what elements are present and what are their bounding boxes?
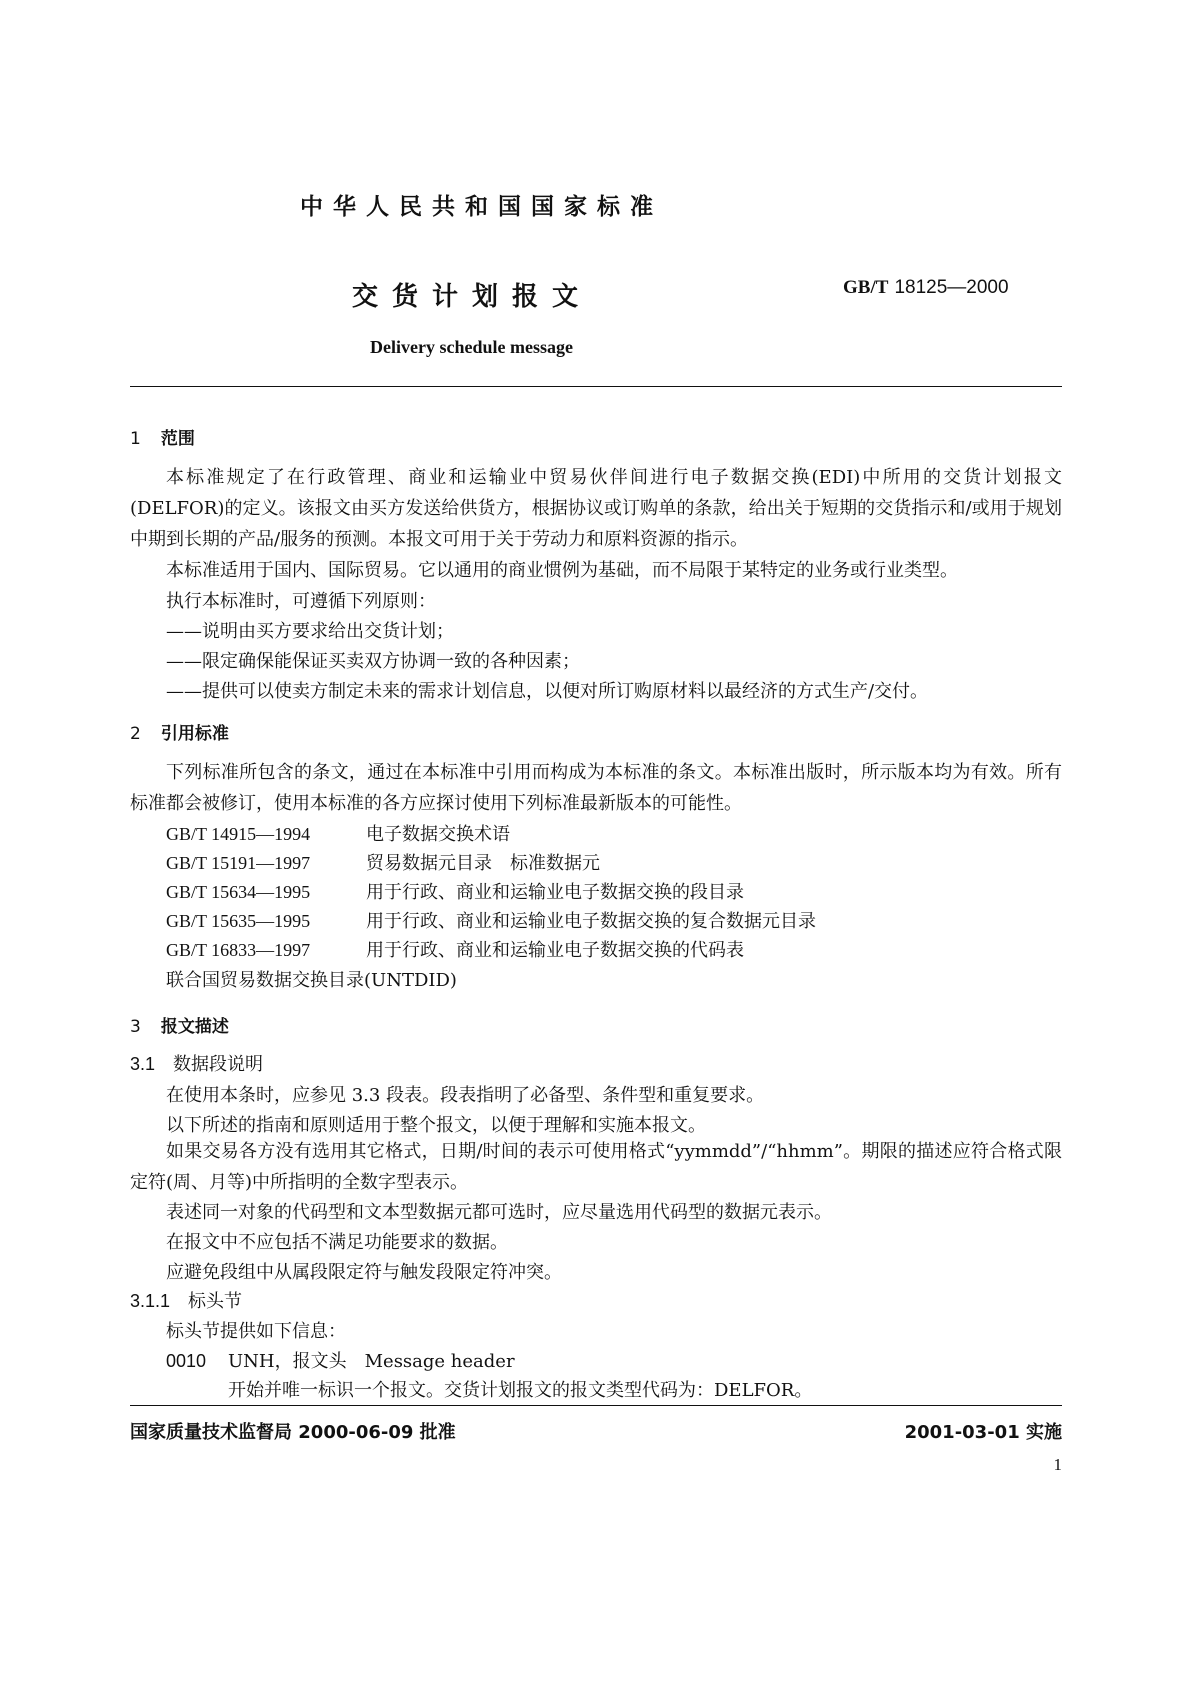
paragraph: 在报文中不应包括不满足功能要求的数据。 — [166, 1232, 508, 1253]
section-1-paragraph-2: 本标准适用于国内、国际贸易。它以通用的商业惯例为基础，而不局限于某特定的业务或行业类型。 — [166, 560, 958, 581]
paragraph: 在使用本条时，应参见 3.3 段表。段表指明了必备型、条件型和重复要求。 — [166, 1085, 765, 1106]
reference-title: 用于行政、商业和运输业电子数据交换的段目录 — [366, 882, 744, 903]
subsection-3-1-1-heading — [130, 1287, 242, 1313]
section-title: 范围 — [160, 429, 195, 449]
reference-row — [166, 849, 600, 875]
effective-date: 2001-03-01 实施 — [904, 1422, 1062, 1443]
standard-prefix: GB/T — [843, 277, 889, 298]
reference-code: GB/T 15191—1997 — [166, 853, 311, 873]
section-title: 引用标准 — [160, 724, 229, 744]
reference-code: GB/T 15635—1995 — [166, 911, 311, 931]
reference-code: GB/T 15634—1995 — [166, 882, 311, 902]
reference-title: 电子数据交换术语 — [366, 824, 510, 845]
section-2-paragraph: 下列标准所包含的条文，通过在本标准中引用而构成为本标准的条文。本标准出版时，所示版本均为有效。所有标准都会被修订，使用本标准的各方应探讨使用下列标准最新版本的可能性。 — [130, 762, 1062, 814]
reference-row — [166, 878, 744, 904]
standard-code: 18125—2000 — [894, 277, 1009, 298]
list-item: ——提供可以使卖方制定未来的需求计划信息，以便对所订购原材料以最经济的方式生产/交付。 — [166, 681, 929, 702]
paragraph: 以下所述的指南和原则适用于整个报文，以便于理解和实施本报文。 — [166, 1115, 706, 1136]
section-3-heading — [130, 1012, 229, 1037]
subsection-3-1-heading — [130, 1050, 263, 1076]
segment-description: 开始并唯一标识一个报文。交货计划报文的报文类型代码为：DELFOR。 — [228, 1380, 813, 1401]
header-divider — [130, 386, 1062, 387]
reference-code: GB/T 16833—1997 — [166, 940, 311, 960]
section-1-paragraph-1: 本标准规定了在行政管理、商业和运输业中贸易伙伴间进行电子数据交换(EDI)中所用的交货计划报文(DELFOR)的定义。该报文由买方发送给供货方，根据协议或订购单的条款，给出关于短期的交货指示和/或用于规划中期到长期的产品/服务的预测。本报文可用于关于劳动力和原料资源的指示。 — [130, 467, 1062, 550]
page-number: 1 — [1053, 1455, 1062, 1474]
reference-row — [166, 936, 744, 962]
approval-date: 国家质量技术监督局 2000-06-09 批准 — [130, 1422, 456, 1443]
section-number: 1 — [130, 429, 141, 449]
section-title: 报文描述 — [160, 1017, 229, 1037]
document-title-cn: 交货计划报文 — [352, 282, 593, 312]
segment-row — [166, 1347, 515, 1373]
reference-code: GB/T 14915—1994 — [166, 824, 311, 844]
section-number: 3 — [130, 1017, 141, 1037]
segment-title: UNH，报文头 Message header — [228, 1351, 515, 1372]
reference-row — [166, 820, 510, 846]
section-2-heading — [130, 719, 229, 744]
subsection-title: 数据段说明 — [173, 1054, 264, 1075]
reference-row — [166, 907, 816, 933]
subsection-number: 3.1.1 — [130, 1291, 171, 1311]
subsection-number: 3.1 — [130, 1054, 156, 1074]
standard-number — [843, 276, 1009, 299]
paragraph: 如果交易各方没有选用其它格式，日期/时间的表示可使用格式“yymmdd”/“hhmm”。期限的描述应符合格式限定符(周、月等)中所指明的全数字型表示。 — [130, 1141, 1062, 1193]
paragraph: 标头节提供如下信息： — [166, 1321, 346, 1342]
section-1-paragraph-3: 执行本标准时，可遵循下列原则： — [166, 591, 436, 612]
footer-divider — [130, 1405, 1062, 1406]
section-number: 2 — [130, 724, 141, 744]
reference-title: 贸易数据元目录 标准数据元 — [366, 853, 600, 874]
segment-code: 0010 — [166, 1351, 207, 1371]
document-title-en: Delivery schedule message — [370, 337, 573, 357]
list-item: ——限定确保能保证买卖双方协调一致的各种因素； — [166, 651, 580, 672]
reference-title: 用于行政、商业和运输业电子数据交换的复合数据元目录 — [366, 911, 816, 932]
subsection-title: 标头节 — [188, 1291, 243, 1312]
national-standard-heading: 中华人民共和国国家标准 — [300, 194, 663, 220]
reference-title: 用于行政、商业和运输业电子数据交换的代码表 — [366, 940, 744, 961]
paragraph: 表述同一对象的代码型和文本型数据元都可选时，应尽量选用代码型的数据元表示。 — [166, 1202, 832, 1223]
section-1-heading — [130, 424, 195, 449]
untdid-reference: 联合国贸易数据交换目录(UNTDID) — [166, 970, 457, 991]
paragraph: 应避免段组中从属段限定符与触发段限定符冲突。 — [166, 1262, 562, 1283]
list-item: ——说明由买方要求给出交货计划； — [166, 621, 454, 642]
